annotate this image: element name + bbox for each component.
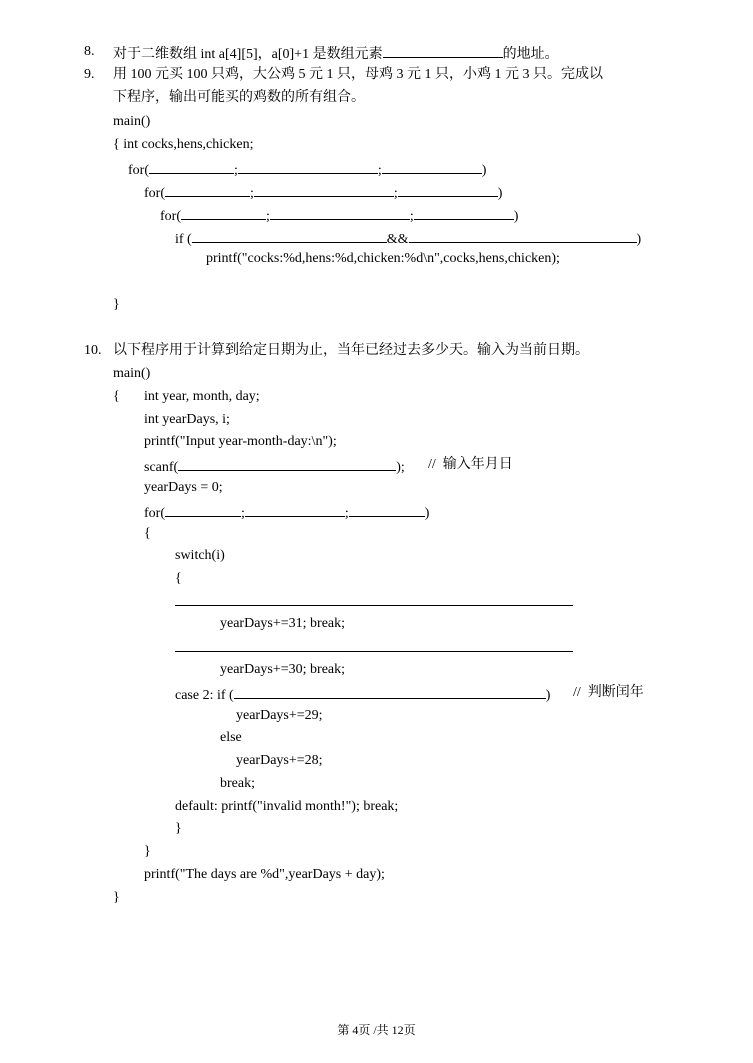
- answer-blank[interactable]: [181, 205, 266, 220]
- code-closing-brace: }: [113, 297, 120, 312]
- answer-blank[interactable]: [234, 684, 546, 699]
- answer-blank[interactable]: [165, 502, 241, 517]
- question-9-line-2: 下程序，输出可能买的鸡数的所有组合。: [113, 90, 365, 105]
- code-printf: printf("cocks:%d,hens:%d,chicken:%d\n",cocks,hens,chicken);: [206, 251, 560, 266]
- for-keyword: for(: [144, 186, 165, 201]
- code-switch-open: {: [175, 571, 182, 586]
- answer-blank[interactable]: [238, 159, 378, 174]
- code-add-28: yearDays+=28;: [236, 753, 323, 768]
- code-loop-open: {: [144, 526, 151, 541]
- question-8-number: 8.: [84, 44, 95, 59]
- if-keyword: if (: [175, 232, 192, 247]
- code-declaration-2: int yearDays, i;: [144, 412, 230, 427]
- semicolon: ;: [409, 209, 414, 224]
- code-default: default: printf("invalid month!"); break;: [175, 799, 399, 814]
- code-main: main(): [113, 366, 151, 381]
- code-declaration: { int cocks,hens,chicken;: [113, 137, 254, 152]
- comment-leap-year: // 判断闰年: [573, 685, 644, 700]
- question-8-text: [113, 43, 559, 61]
- code-printf-result: printf("The days are %d",yearDays + day);: [144, 867, 385, 882]
- comment-input-date: // 输入年月日: [428, 457, 513, 472]
- semicolon: ;: [393, 186, 398, 201]
- code-for-loop-1: [128, 159, 486, 177]
- code-add-30: yearDays+=30; break;: [220, 662, 346, 677]
- for-keyword: for(: [144, 506, 165, 521]
- code-init: yearDays = 0;: [144, 480, 223, 495]
- semicolon: ;: [344, 506, 349, 521]
- answer-blank[interactable]: [409, 228, 637, 243]
- page-footer: 第 4页 /共 12页: [337, 1023, 416, 1037]
- code-declaration-1: int year, month, day;: [144, 389, 260, 404]
- answer-blank-case-30[interactable]: [175, 651, 573, 652]
- answer-blank[interactable]: [245, 502, 345, 517]
- case-2-keyword: case 2: if (: [175, 688, 234, 703]
- for-keyword: for(: [128, 163, 149, 178]
- code-case-2: [175, 684, 550, 702]
- code-switch: switch(i): [175, 548, 225, 563]
- scanf-keyword: scanf(: [144, 460, 179, 475]
- answer-blank[interactable]: [349, 502, 425, 517]
- semicolon: ;: [241, 506, 245, 521]
- question-9-number: 9.: [84, 67, 95, 82]
- answer-blank[interactable]: [270, 205, 410, 220]
- code-for-loop: [144, 502, 429, 520]
- code-else: else: [220, 730, 242, 745]
- answer-blank[interactable]: [165, 182, 250, 197]
- code-add-29: yearDays+=29;: [236, 708, 323, 723]
- code-for-loop-3: [160, 205, 518, 223]
- answer-blank[interactable]: [383, 43, 503, 58]
- code-printf-input: printf("Input year-month-day:\n");: [144, 434, 337, 449]
- code-add-31: yearDays+=31; break;: [220, 616, 346, 631]
- scanf-end: );: [396, 460, 405, 475]
- code-break: break;: [220, 776, 255, 791]
- code-loop-close: }: [144, 844, 151, 859]
- for-keyword: for(: [160, 209, 181, 224]
- semicolon: ;: [377, 163, 382, 178]
- code-scanf: [144, 456, 405, 474]
- question-9-line-1: 用 100 元买 100 只鸡，大公鸡 5 元 1 只，母鸡 3 元 1 只，小鸡 1 元 3 只。完成以: [113, 67, 603, 82]
- code-main: main(): [113, 114, 151, 129]
- answer-blank[interactable]: [382, 159, 482, 174]
- semicolon: ;: [250, 186, 254, 201]
- semicolon: ;: [266, 209, 270, 224]
- close-paren: ): [424, 506, 430, 521]
- answer-blank[interactable]: [149, 159, 234, 174]
- question-8-prefix: 对于二维数组 int a[4][5]，a[0]+1 是数组元素: [113, 47, 383, 62]
- code-opening-brace: {: [113, 389, 120, 404]
- and-operator: &&: [386, 232, 409, 247]
- code-switch-close: }: [175, 821, 182, 836]
- answer-blank[interactable]: [192, 228, 387, 243]
- answer-blank-case-31[interactable]: [175, 605, 573, 606]
- code-if-condition: [175, 228, 641, 246]
- semicolon: ;: [234, 163, 238, 178]
- code-closing-brace: }: [113, 890, 120, 905]
- question-10-text: 以下程序用于计算到给定日期为止，当年已经过去多少天。输入为当前日期。: [113, 343, 589, 358]
- close-paren: ): [513, 209, 519, 224]
- close-paren: ): [636, 232, 642, 247]
- code-for-loop-2: [144, 182, 502, 200]
- question-8-suffix: 的地址。: [502, 47, 559, 62]
- question-10-number: 10.: [84, 343, 102, 358]
- close-paren: ): [545, 688, 551, 703]
- answer-blank[interactable]: [414, 205, 514, 220]
- answer-blank[interactable]: [178, 456, 396, 471]
- answer-blank[interactable]: [254, 182, 394, 197]
- close-paren: ): [497, 186, 503, 201]
- close-paren: ): [481, 163, 487, 178]
- answer-blank[interactable]: [398, 182, 498, 197]
